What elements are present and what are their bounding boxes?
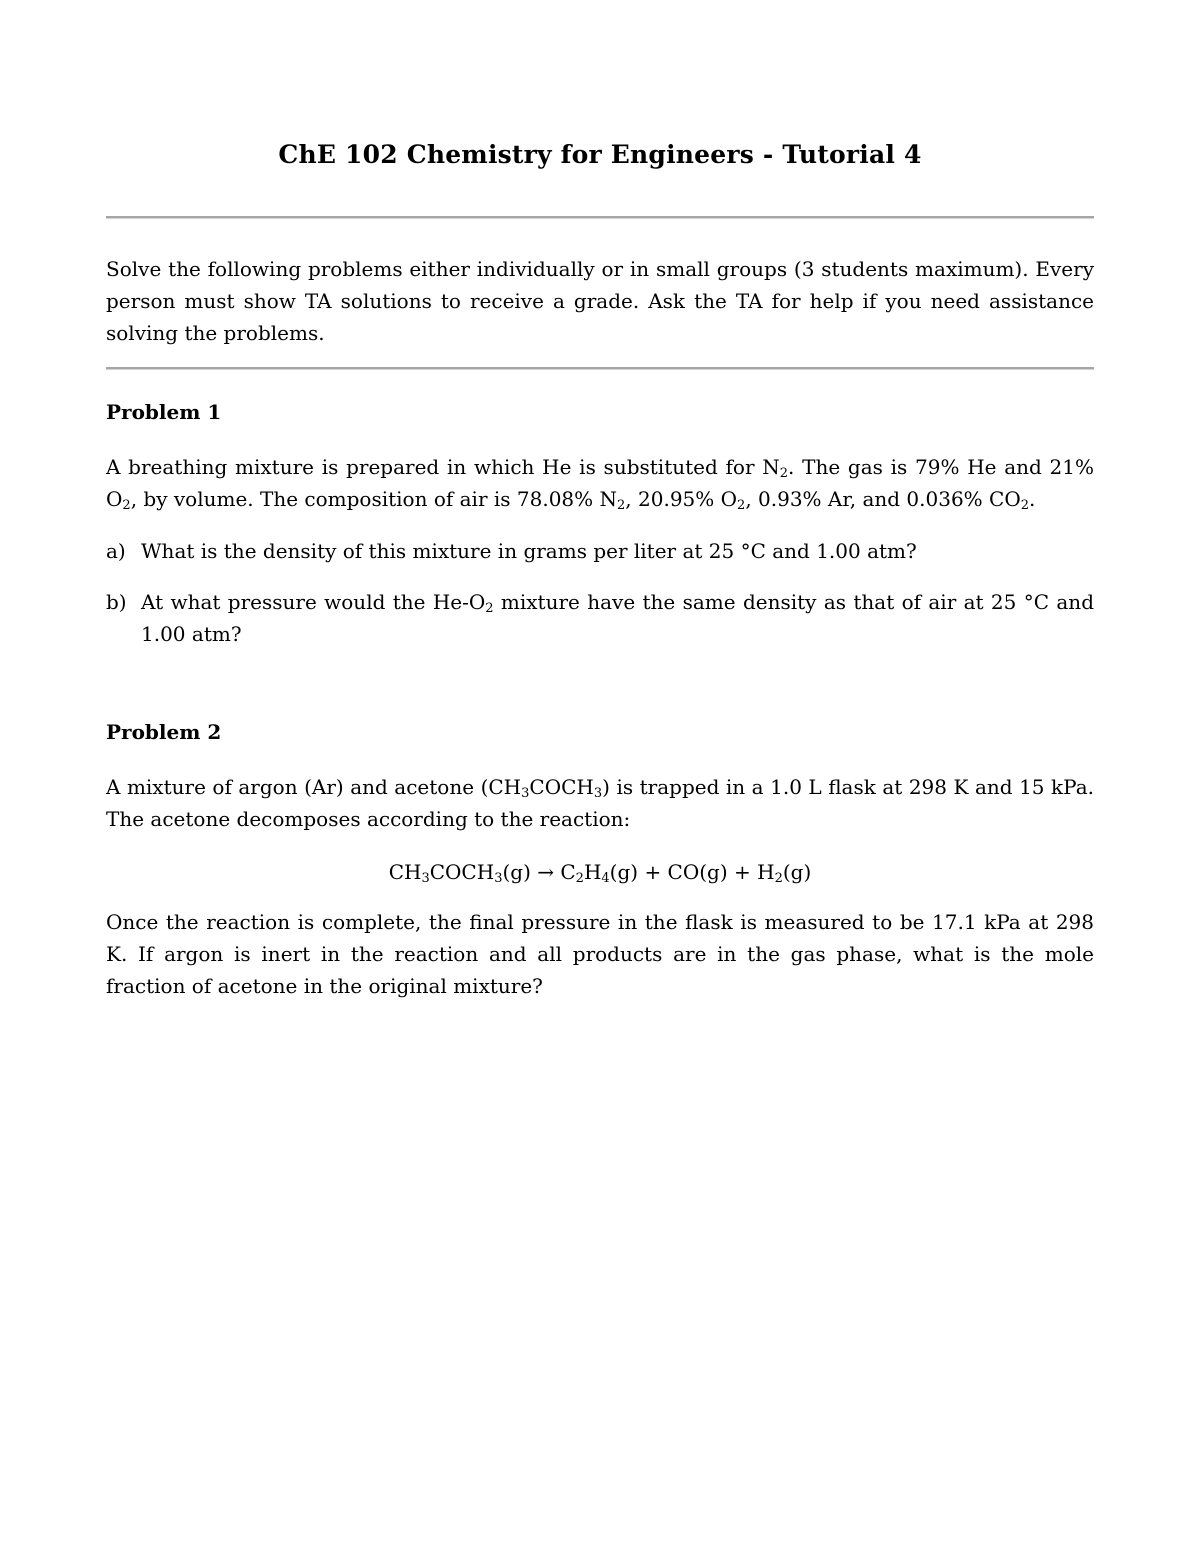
problem-2-question: Once the reaction is complete, the final pressure in the flask is measured to be 17.1 kPa at 298 K. If argon is inert in the reaction and all products are in the gas phase, what is the mole fraction of acetone in the original mixture? — [106, 910, 1094, 998]
problem-2-heading: Problem 2 — [106, 720, 222, 744]
top-divider — [106, 216, 1094, 219]
document-title: ChE 102 Chemistry for Engineers - Tutorial 4 — [278, 140, 922, 169]
problem-1-part-a — [106, 535, 1094, 567]
reaction-equation: $CH_3COCH_3(g) \to C_2H_4(g) + CO(g) + H_2(g)$ — [388, 860, 812, 886]
list-marker-b: b) — [106, 590, 127, 614]
part-a-question: What is the density of this mixture in grams per liter at 25 °C and 1.00 atm? — [141, 539, 917, 563]
problem-2-statement: A mixture of argon (Ar) and acetone $(CH_3COCH_3)$ is trapped in a 1.0 L flask at 298 K and 15 kPa. The acetone decomposes according to the reaction: — [106, 775, 1094, 831]
bottom-divider — [106, 367, 1094, 370]
problem-1-part-b — [106, 586, 1094, 650]
instructions-paragraph: Solve the following problems either individually or in small groups (3 students maximum). Every person must show TA solutions to receive a grade. Ask the TA for help if you need assistance solving the problems. — [106, 257, 1094, 345]
problem-1-statement: A breathing mixture is prepared in which He is substituted for $N_2$. The gas is 79% He and 21% $O_2$, by volume. The composition of air is 78.08% $N_2$, 20.95% $O_2$, 0.93% Ar, and 0.036% $CO_2$. — [106, 455, 1095, 513]
problem-1-heading: Problem 1 — [106, 400, 222, 424]
list-marker-a: a) — [106, 539, 126, 563]
part-b-question: At what pressure would the $He-O_2$ mixture have the same density as that of air at 25 °C and 1.00 atm? — [141, 590, 1094, 646]
